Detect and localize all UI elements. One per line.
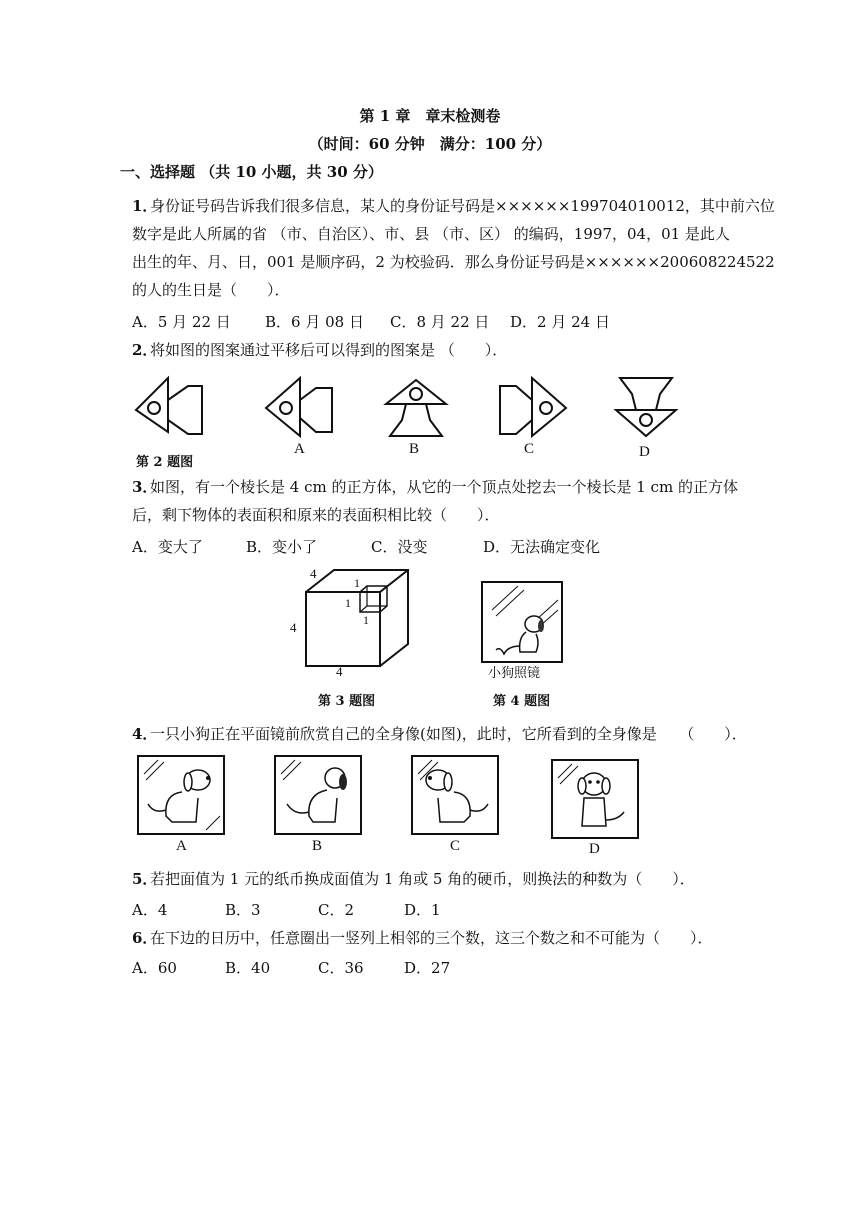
- q2-choice-label-d: D: [639, 444, 650, 460]
- q3-option-d: D．无法确定变化: [483, 538, 601, 556]
- section-heading: 一、选择题 （共 10 小题，共 30 分）: [120, 163, 383, 181]
- q1-line-3: 出生的年、月、日，001 是顺序码，2 为校验码．那么身份证号码是××××××200608224522: [132, 253, 775, 271]
- q4-option-b-figure: [273, 754, 365, 838]
- q3-option-c: C．没变: [371, 538, 428, 556]
- q2-option-a-figure: [260, 372, 340, 442]
- q4-option-c-figure: [410, 754, 502, 838]
- q6-number: 6．: [132, 929, 158, 947]
- q5-option-a: A．4: [132, 901, 168, 919]
- q1-line-2: 数字是此人所属的省 （市、自治区）、市、县 （市、区） 的编码，1997，04，01 是此人: [132, 225, 730, 243]
- q5-option-b: B．3: [225, 901, 261, 919]
- q3-cube-label-notch-1: 1: [354, 576, 360, 590]
- q1-option-d: D．2 月 24 日: [510, 313, 610, 331]
- q4-text: 一只小狗正在平面镜前欣赏自己的全身像(如图)，此时，它所看到的全身像是 （ ）．: [150, 725, 747, 743]
- q3-option-b: B．变小了: [246, 538, 318, 556]
- q4-choice-label-c: C: [450, 838, 461, 854]
- q2-original-figure: [130, 372, 210, 442]
- q1-number: 1．: [132, 197, 158, 215]
- q4-figure-caption: 第 4 题图: [493, 694, 551, 709]
- q6-option-a: A．60: [132, 959, 177, 977]
- q2-option-b-figure: [376, 374, 456, 442]
- q1-line-4: 的人的生日是（ ）．: [132, 281, 290, 299]
- q4-option-a-figure: [136, 754, 228, 838]
- q6-option-c: C．36: [318, 959, 364, 977]
- q5-text: 若把面值为 1 元的纸币换成面值为 1 角或 5 角的硬币，则换法的种数为（ ）．: [150, 870, 695, 888]
- q1-line-1: 身份证号码告诉我们很多信息，某人的身份证号码是××××××199704010012，其中前六位: [150, 197, 775, 215]
- page-subtitle: （时间：60 分钟 满分：100 分）: [308, 135, 552, 153]
- q3-cube-label-notch-2: 1: [345, 596, 351, 610]
- q2-option-c-figure: [492, 372, 572, 442]
- q2-choice-label-a: A: [294, 441, 305, 457]
- q3-figure-caption: 第 3 题图: [318, 694, 376, 709]
- q5-option-c: C．2: [318, 901, 355, 919]
- q3-cube-label-bottom: 4: [336, 664, 343, 679]
- q4-choice-label-d: D: [589, 841, 600, 857]
- q4-choice-label-b: B: [312, 838, 323, 854]
- q3-number: 3．: [132, 478, 158, 496]
- q2-choice-label-c: C: [524, 441, 535, 457]
- q3-cube-label-top: 4: [310, 566, 317, 581]
- q1-option-b: B．6 月 08 日: [265, 313, 364, 331]
- q2-choice-label-b: B: [409, 441, 420, 457]
- q5-number: 5．: [132, 870, 158, 888]
- q4-option-d-figure: [550, 758, 642, 842]
- q2-text: 将如图的图案通过平移后可以得到的图案是 （ ）．: [150, 341, 508, 359]
- q3-cube-label-notch-3: 1: [363, 613, 369, 627]
- q6-option-d: D．27: [404, 959, 451, 977]
- q4-number: 4．: [132, 725, 158, 743]
- page-title: 第 1 章 章末检测卷: [359, 107, 501, 125]
- q2-option-d-figure: [606, 374, 686, 442]
- q4-mirror-caption: 小狗照镜: [488, 665, 541, 680]
- q4-mirror-figure: [478, 580, 568, 666]
- q1-option-a: A．5 月 22 日: [132, 313, 231, 331]
- q5-option-d: D．1: [404, 901, 441, 919]
- q3-cube-figure: [288, 564, 418, 680]
- q6-text: 在下边的日历中，任意圈出一竖列上相邻的三个数，这三个数之和不可能为（ ）．: [150, 929, 713, 947]
- q3-option-a: A．变大了: [132, 538, 203, 556]
- q2-figure-caption: 第 2 题图: [136, 455, 194, 470]
- q3-line-2: 后，剩下物体的表面积和原来的表面积相比较（ ）．: [132, 506, 500, 524]
- q2-number: 2．: [132, 341, 158, 359]
- q4-choice-label-a: A: [176, 838, 187, 854]
- q3-cube-label-left: 4: [290, 620, 297, 635]
- q1-option-c: C．8 月 22 日: [390, 313, 490, 331]
- q6-option-b: B．40: [225, 959, 271, 977]
- q3-line-1: 如图，有一个棱长是 4 cm 的正方体，从它的一个顶点处挖去一个棱长是 1 cm 的正方体: [150, 478, 738, 496]
